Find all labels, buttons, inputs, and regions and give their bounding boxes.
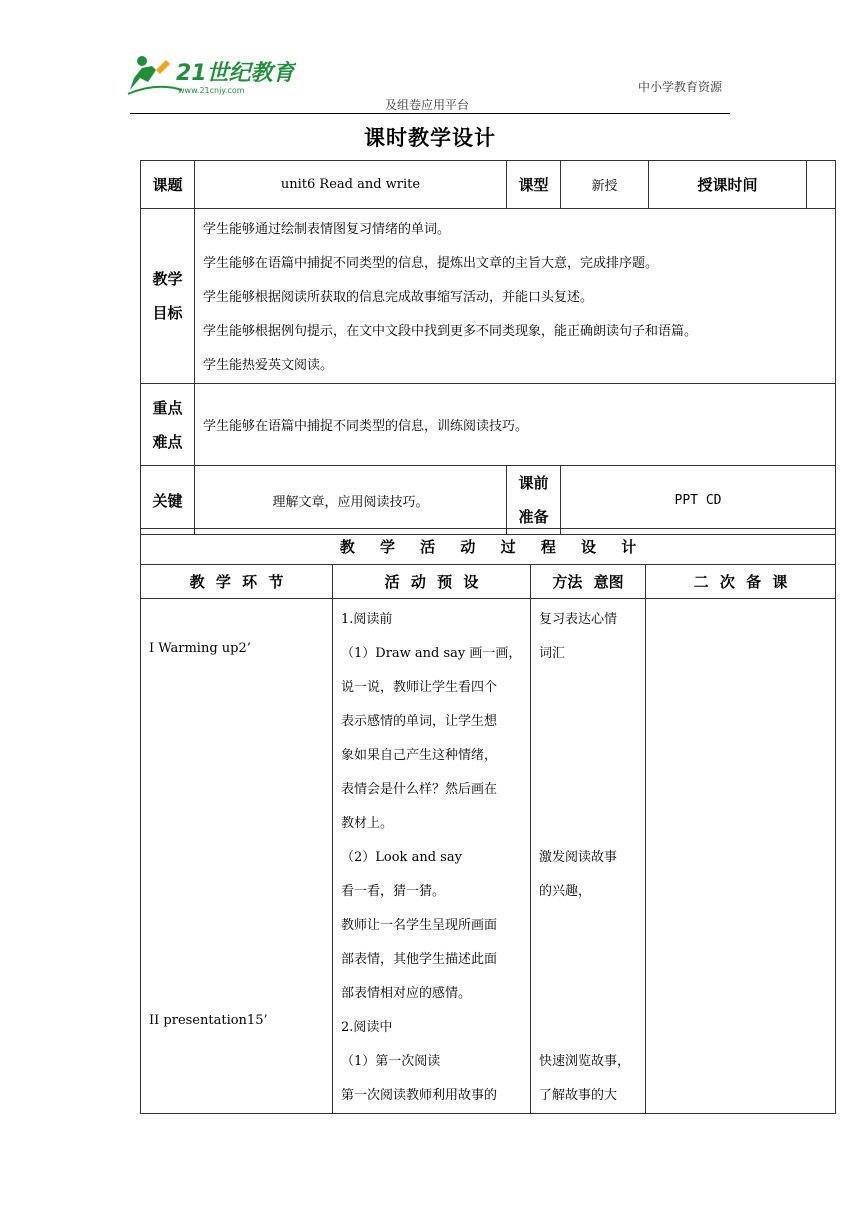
key-value: 理解文章，应用阅读技巧。 <box>195 466 507 535</box>
runner-icon <box>128 56 182 94</box>
process-body-row <box>141 599 836 1114</box>
activity-line: 表情会是什么样？然后画在 <box>341 782 498 797</box>
activity-line: （1）第一次阅读 <box>341 1054 441 1069</box>
method-spacer <box>539 705 641 739</box>
focus-label-line1: 重点 <box>152 398 183 417</box>
time-value <box>807 161 836 209</box>
activity-line: 1.阅读前 <box>341 612 393 627</box>
stage-warming-up: I Warming up2’ <box>149 641 251 656</box>
process-heading: 教 学 活 动 过 程 设 计 <box>141 529 836 565</box>
activity-line: 教师让一名学生呈现所画面 <box>341 918 498 933</box>
method-line: 词汇 <box>539 646 566 661</box>
goals-list <box>195 209 836 384</box>
header-sub-text: 及组卷应用平台 <box>385 98 470 112</box>
process-heading-row <box>141 529 836 565</box>
method-line: 复习表达心情 <box>539 612 618 627</box>
activity-line: 部表情，其他学生描述此面 <box>341 952 498 967</box>
activity-line: 教材上。 <box>341 816 394 831</box>
col-header-method: 方法 意图 <box>531 565 646 599</box>
focus-label <box>141 384 195 466</box>
col-header-second-prep: 二 次 备 课 <box>646 565 836 599</box>
goal-item: 学生能够通过绘制表情图复习情绪的单词。 <box>203 222 451 237</box>
stage-cell <box>141 599 333 1114</box>
prep-label-line1: 课前 <box>518 474 549 492</box>
prep-value: PPT CD <box>561 466 836 535</box>
activity-cell <box>333 599 531 1114</box>
method-cell <box>531 599 646 1114</box>
info-row-focus <box>141 384 836 466</box>
activity-line: 2.阅读中 <box>341 1020 393 1035</box>
activity-line: 看一看，猜一猜。 <box>341 884 446 899</box>
type-value: 新授 <box>561 161 649 209</box>
key-label: 关键 <box>141 466 195 535</box>
info-row-topic <box>141 161 836 209</box>
prep-label-line2: 准备 <box>518 508 549 526</box>
logo-url: www.21cnjy.com <box>178 86 245 95</box>
method-spacer <box>539 807 641 841</box>
method-line: 快速浏览故事， <box>539 1054 631 1069</box>
second-prep-cell <box>646 599 836 1114</box>
method-line: 了解故事的大 <box>539 1088 618 1103</box>
activity-line: 表示感情的单词，让学生想 <box>341 714 498 729</box>
page-title: 课时教学设计 <box>364 126 496 150</box>
focus-value: 学生能够在语篇中捕捉不同类型的信息，训练阅读技巧。 <box>195 384 836 466</box>
header-divider <box>130 113 730 114</box>
method-spacer <box>539 773 641 807</box>
method-spacer <box>539 977 641 1011</box>
focus-label-line2: 难点 <box>152 432 183 451</box>
topic-label: 课题 <box>141 161 195 209</box>
time-label: 授课时间 <box>649 161 807 209</box>
activity-line: （1）Draw and say 画一画， <box>341 646 522 661</box>
col-header-stage: 教 学 环 节 <box>141 565 333 599</box>
goals-label <box>141 209 195 384</box>
goals-label-line2: 目标 <box>152 304 183 322</box>
info-table <box>140 160 836 535</box>
process-table <box>140 528 836 1114</box>
goal-item: 学生能热爱英文阅读。 <box>203 358 334 373</box>
topic-value: unit6 Read and write <box>195 161 507 209</box>
goal-item: 学生能够在语篇中捕捉不同类型的信息，提炼出文章的主旨大意，完成排序题。 <box>203 256 659 271</box>
method-spacer <box>539 1011 641 1045</box>
header-right-text: 中小学教育资源 <box>638 80 723 94</box>
goals-label-line1: 教学 <box>152 270 183 288</box>
prep-label <box>507 466 561 535</box>
activity-line: （2）Look and say <box>341 850 462 865</box>
info-row-goals <box>141 209 836 384</box>
info-row-key <box>141 466 836 535</box>
activity-line: 象如果自己产生这种情绪， <box>341 748 498 763</box>
type-label: 课型 <box>507 161 561 209</box>
logo <box>126 52 296 102</box>
method-spacer <box>539 909 641 943</box>
method-line: 激发阅读故事 <box>539 850 618 865</box>
column-header-row <box>141 565 836 599</box>
method-spacer <box>539 739 641 773</box>
activity-line: 说一说，教师让学生看四个 <box>341 680 498 695</box>
col-header-activity: 活 动 预 设 <box>333 565 531 599</box>
method-line: 的兴趣， <box>539 884 592 899</box>
activity-line: 第一次阅读教师利用故事的 <box>341 1088 498 1103</box>
method-spacer <box>539 943 641 977</box>
activity-line: 部表情相对应的感情。 <box>341 986 472 1001</box>
method-spacer <box>539 671 641 705</box>
goal-item: 学生能够根据阅读所获取的信息完成故事缩写活动，并能口头复述。 <box>203 290 594 305</box>
stage-presentation: II presentation15’ <box>149 1013 268 1028</box>
logo-text: 21世纪教育 <box>176 61 295 86</box>
goal-item: 学生能够根据例句提示，在文中文段中找到更多不同类现象，能正确朗读句子和语篇。 <box>203 324 698 339</box>
